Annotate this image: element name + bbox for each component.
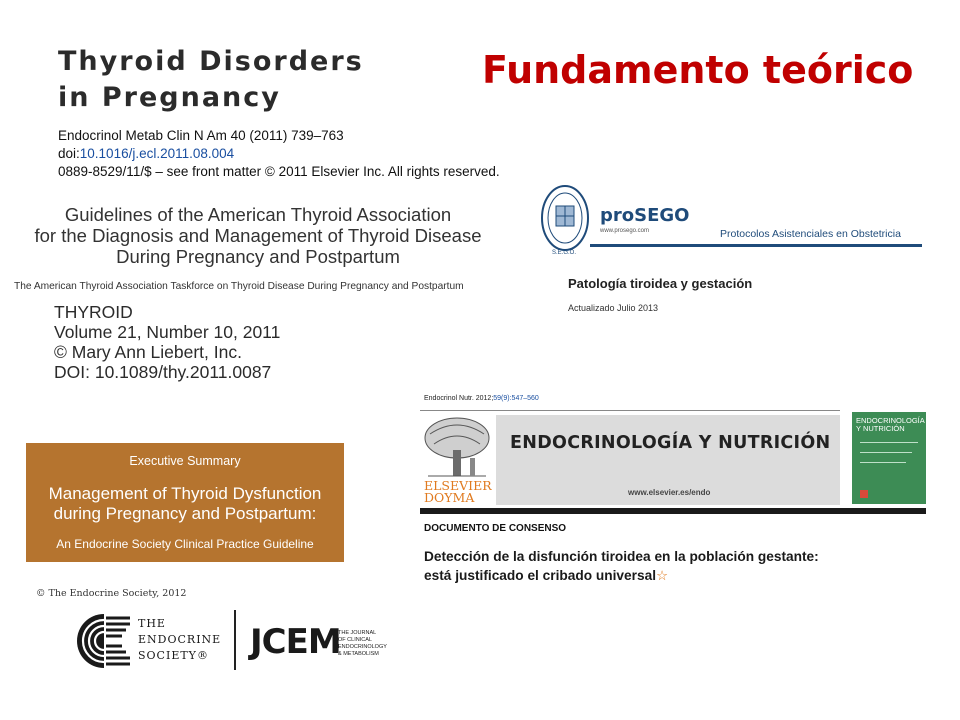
- prosego-document-title: Patología tiroidea y gestación: [568, 276, 753, 291]
- ata-taskforce: The American Thyroid Association Taskforce on Thyroid Disease During Pregnancy and Postpartum: [14, 281, 464, 292]
- ata-citation: [54, 302, 280, 382]
- endo-nutr-citation: [424, 395, 539, 402]
- jcem-sub-line: OF CLINICAL: [338, 637, 372, 643]
- society-line-1: THE: [138, 617, 166, 630]
- sego-seal-icon: [540, 184, 590, 252]
- cover-title: ENDOCRINOLOGÍA Y NUTRICIÓN: [856, 416, 925, 433]
- doi-prefix: doi:: [58, 146, 80, 161]
- executive-summary-title: [26, 484, 344, 524]
- endocrine-society-logo-icon: [76, 612, 132, 670]
- article-category: DOCUMENTO DE CONSENSO: [424, 523, 567, 534]
- sego-seal-text: S.E.G.O.: [552, 250, 577, 256]
- slide-title: Fundamento teórico: [482, 48, 914, 92]
- publisher-line-1: ELSEVIER: [424, 478, 492, 493]
- footnote-star-icon[interactable]: ☆: [656, 568, 669, 583]
- ata-journal: THYROID: [54, 302, 133, 322]
- jcem-sub-line: THE JOURNAL: [338, 630, 377, 636]
- elsevier-tree-icon: [420, 414, 494, 480]
- society-line-2: ENDOCRINE: [138, 633, 222, 646]
- article-title-line-2: [424, 566, 819, 585]
- ata-guidelines-title: [10, 204, 506, 267]
- citation-prefix: Endocrinol Nutr. 2012;: [424, 395, 494, 402]
- elsevier-doyma-logo: [424, 480, 492, 504]
- ata-volume: Volume 21, Number 10, 2011: [54, 322, 281, 342]
- ata-title-line-3: During Pregnancy and Postpartum: [116, 246, 400, 267]
- doi-line: [58, 146, 234, 161]
- copyright-line: 0889-8529/11/$ – see front matter © 2011 Elsevier Inc. All rights reserved.: [58, 164, 500, 179]
- journal-citation: Endocrinol Metab Clin N Am 40 (2011) 739–763: [58, 128, 344, 143]
- es-title-line-1: Management of Thyroid Dysfunction: [48, 484, 322, 503]
- es-title-line-2: during Pregnancy and Postpartum:: [53, 504, 317, 523]
- journal-cover-thumbnail: [852, 412, 926, 504]
- logo-divider: [234, 610, 236, 670]
- endocrine-society-name: [138, 616, 221, 664]
- title-line-1: Thyroid Disorders: [58, 46, 364, 77]
- citation-rule: [420, 410, 840, 411]
- article-title-thyroid-disorders: [58, 44, 364, 116]
- journal-url[interactable]: www.elsevier.es/endo: [628, 488, 711, 497]
- journal-title: ENDOCRINOLOGÍA Y NUTRICIÓN: [510, 433, 831, 453]
- article-title-line-1: Detección de la disfunción tiroidea en la población gestante:: [424, 549, 819, 564]
- jcem-subtitle: [338, 630, 387, 658]
- citation-ref[interactable]: 59(9):547–560: [493, 395, 539, 402]
- ata-doi: DOI: 10.1089/thy.2011.0087: [54, 362, 272, 382]
- title-line-2: in Pregnancy: [58, 82, 281, 113]
- executive-summary-subtitle: An Endocrine Society Clinical Practice Guideline: [56, 537, 314, 551]
- executive-summary-label: Executive Summary: [129, 454, 241, 468]
- ata-title-line-2: for the Diagnosis and Management of Thyroid Disease: [34, 225, 482, 246]
- society-line-3: SOCIETY®: [138, 649, 209, 662]
- prosego-updated-date: Actualizado Julio 2013: [568, 303, 659, 313]
- cover-line: [860, 442, 918, 443]
- jcem-logo: JCEM: [250, 622, 341, 662]
- cover-line: [860, 462, 906, 463]
- prosego-logo: proSEGO: [600, 205, 690, 226]
- executive-summary-banner: [26, 443, 344, 562]
- ata-title-line-1: Guidelines of the American Thyroid Association: [64, 204, 452, 225]
- article-title-line-2-text: está justificado el cribado universal: [424, 568, 657, 583]
- cover-line: [860, 452, 912, 453]
- prosego-protocols-label: Protocolos Asistenciales en Obstetricia: [720, 228, 901, 240]
- jcem-sub-line: & METABOLISM: [338, 651, 379, 657]
- publisher-line-2: DOYMA: [424, 490, 475, 505]
- ata-publisher: © Mary Ann Liebert, Inc.: [54, 342, 242, 362]
- endocrine-society-copyright: © The Endocrine Society, 2012: [36, 588, 187, 599]
- prosego-url[interactable]: www.prosego.com: [600, 228, 650, 234]
- cover-mark: [860, 490, 868, 498]
- doi-link[interactable]: 10.1016/j.ecl.2011.08.004: [79, 146, 235, 161]
- journal-divider-band: [420, 508, 926, 514]
- consensus-article-title: [424, 547, 819, 585]
- jcem-sub-line: ENDOCRINOLOGY: [338, 644, 387, 650]
